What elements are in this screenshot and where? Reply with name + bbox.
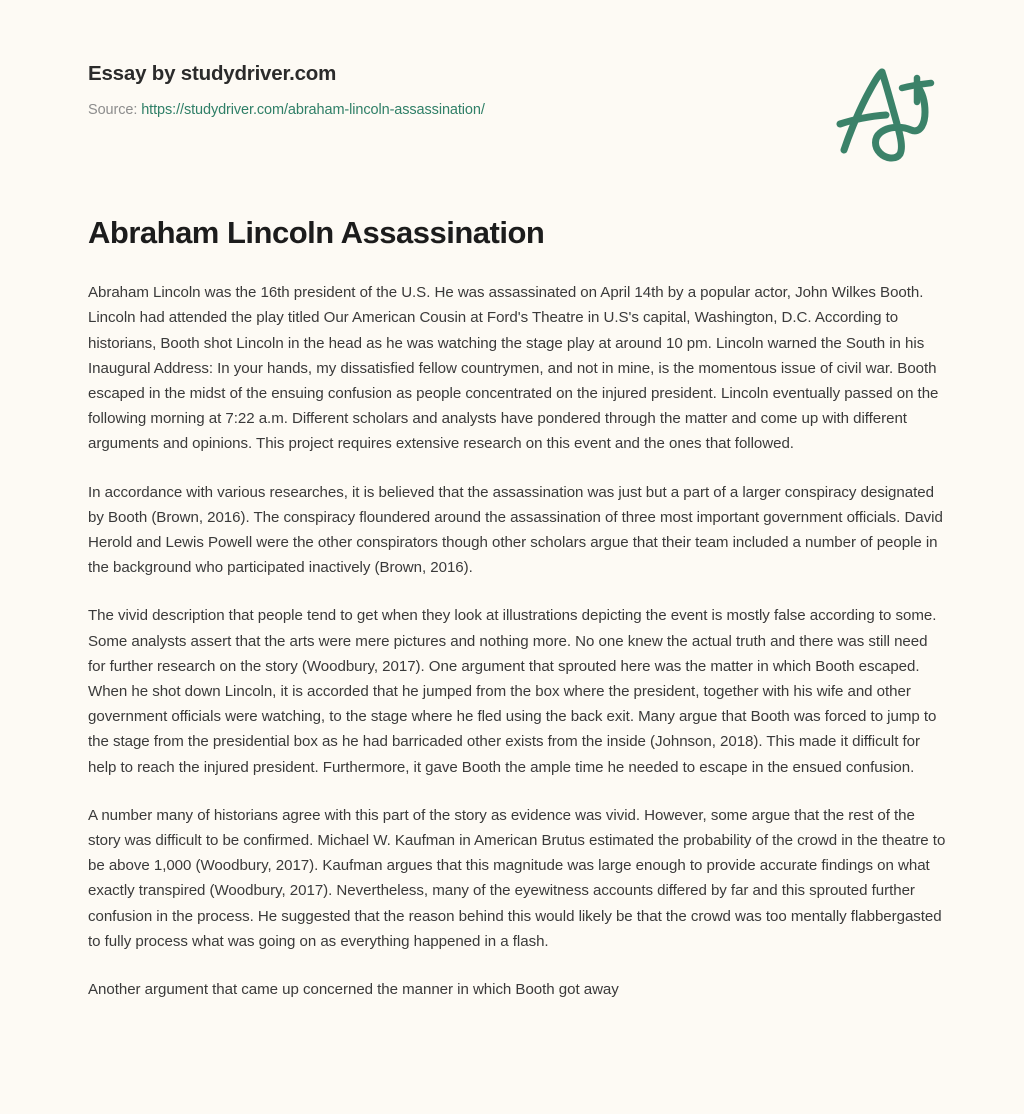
paragraph: Another argument that came up concerned the manner in which Booth got away: [88, 981, 619, 999]
paragraph: A number many of historians agree with this part of the story as evidence was vivid. However, some argue that the rest of the story was difficult to be confirmed. Michael W. Kaufman in American Brutus estimated the probability of the crowd in the theatre to be above 1,000 (Woodbury, 2017). Kaufman argues that this magnitude was large enough to provide accurate findings on what exactly transpired (Woodbury, 2017). Nevertheless, many of the eyewitness accounts differed by far and this sprouted further confusion in the process. He suggested that the reason behind this would likely be that the crowd was too mentally flabbergasted to fully process what was going on as everything happened in a flash.: [88, 806, 946, 950]
source-label: Source:: [88, 101, 138, 118]
paragraph: The vivid description that people tend to get when they look at illustrations depicting the event is mostly false according to some. Some analysts assert that the arts were mere pictures and nothing more. No one knew the actual truth and there was still need for further research on the story (Woodbury, 2017). One argument that sprouted here was the matter in which Booth escaped. When he shot down Lincoln, it is accorded that he jumped from the box where the president, together with his wife and other government officials were watching, to the stage where he fled using the back exit. Many argue that Booth was forced to jump to the stage from the presidential box as he had barricaded other exists from the inside (Johnson, 2018). This made it difficult for help to reach the injured president. Furthermore, it gave Booth the ample time he needed to escape in the ensued confusion.: [88, 607, 937, 776]
paragraph: Abraham Lincoln was the 16th president of the U.S. He was assassinated on April 14th by a popular actor, John Wilkes Booth. Lincoln had attended the play titled Our American Cousin at Ford's Theatre in U.S's capital, Washington, D.C. According to historians, Booth shot Lincoln in the head as he was watching the stage play at around 10 pm. Lincoln warned the South in his Inaugural Address: In your hands, my dissatisfied fellow countrymen, and not in mine, is the momentous issue of civil war. Booth escaped in the midst of the ensuing confusion as people concentrated on the injured president. Lincoln eventually passed on the following morning at 7:22 a.m. Different scholars and analysts have pondered through the matter and come up with different arguments and opinions. This project requires extensive research on this event and the ones that followed.: [88, 284, 939, 453]
page-header: [88, 0, 946, 119]
essay-body: [88, 253, 946, 1002]
source-line: [88, 101, 946, 120]
paragraph: In accordance with various researches, it is believed that the assassination was just but a part of a larger conspiracy designated by Booth (Brown, 2016). The conspiracy floundered around the assassination of three most important government officials. David Herold and Lewis Powell were the other conspirators though other scholars argue that their team included a number of people in the background who participated inactively (Brown, 2016).: [88, 483, 943, 577]
page-title: Abraham Lincoln Assassination: [88, 215, 545, 251]
source-url-link[interactable]: https://studydriver.com/abraham-lincoln-assassination/: [141, 101, 485, 118]
brand-title: Essay by studydriver.com: [88, 62, 337, 85]
